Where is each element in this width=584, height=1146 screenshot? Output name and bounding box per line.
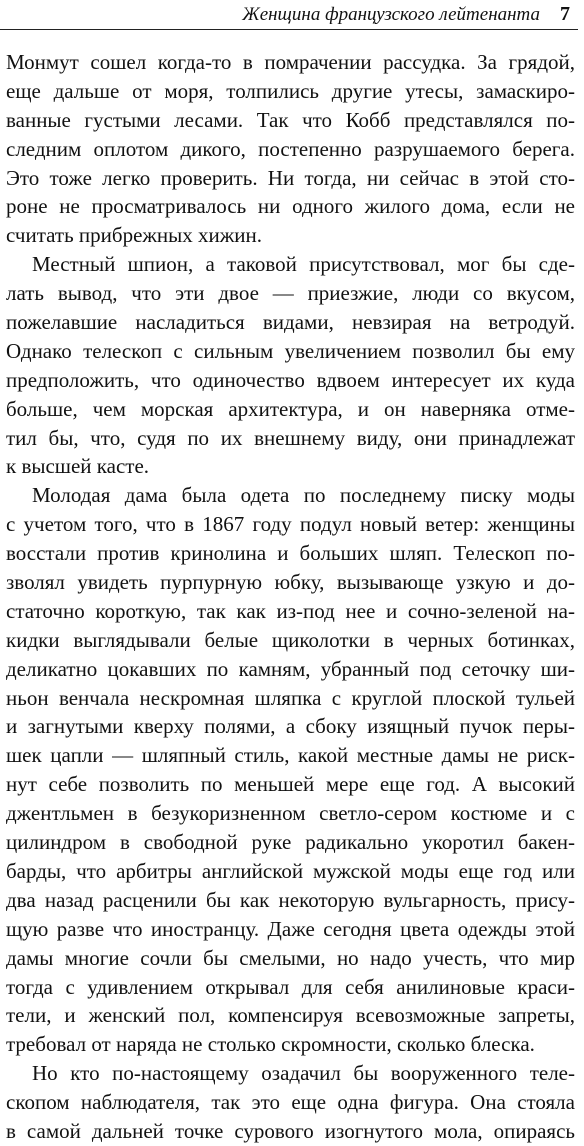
header-rule [0, 29, 578, 30]
text-line: пожелавшие насладиться видами, невзирая на ветродуй. [6, 310, 575, 335]
text-line: нут себе позволить по меньшей мере еще год. А высокий [6, 772, 575, 797]
running-title: Женщина французского лейтенанта [242, 4, 540, 25]
text-line: роне не просматривалось ни одного жилого дома, если не [6, 194, 575, 219]
text-line: барды, что арбитры английской мужской моды еще год или [6, 858, 575, 883]
text-line: следним оплотом дикого, постепенно разрушаемого берега. [6, 136, 575, 161]
text-line: джентльмен в безукоризненном светло-сером костюме и с [6, 801, 575, 826]
running-header [0, 0, 584, 34]
text-line: Однако телескоп с сильным увеличением позволил бы ему [6, 338, 575, 363]
page-number: 7 [560, 3, 570, 25]
text-line: еще дальше от моря, толпились другие утесы, замаскиро- [6, 78, 575, 103]
text-line: цилиндром в свободной руке радикально укоротил бакен- [6, 830, 575, 855]
text-line: Молодая дама была одета по последнему писку моды [32, 483, 575, 508]
text-line: щую разве что иностранцу. Даже сегодня цвета одежды этой [6, 916, 575, 941]
paragraph [6, 481, 575, 1059]
text-line: тели, и женский пол, компенсируя всевозможные запреты, [6, 1003, 575, 1028]
text-line: Это тоже легко проверить. Ни тогда, ни сейчас в этой сто- [6, 165, 575, 190]
text-line: шек цапли — шляпный стиль, какой местные дамы не риск- [6, 743, 575, 768]
text-line: в самой дальней точке сурового изогнутого мола, опираясь [6, 1118, 575, 1143]
text-line: и загнутыми кверху полями, а сбоку изящный пучок перы- [6, 714, 575, 739]
text-line: два назад расценили бы как некоторую вульгарность, прису- [6, 887, 575, 912]
paragraph [6, 250, 575, 481]
text-line: требовал от наряда не столько скромности, сколько блеска. [6, 1032, 535, 1057]
paragraph [6, 1059, 575, 1146]
text-line: статочно короткую, так как из-под нее и сочно-зеленой на- [6, 598, 575, 623]
body-text [6, 48, 575, 1146]
text-line: считать прибрежных хижин. [6, 223, 262, 248]
text-line: лать вывод, что эти двое — приезжие, люди со вкусом, [6, 281, 575, 306]
text-line: больше, чем морская архитектура, и он наверняка отме- [6, 396, 575, 421]
text-line: восстали против кринолина и больших шляп. Телескоп по- [6, 541, 575, 566]
text-line: деликатно цокавших по камням, убранный под сеточку ши- [6, 656, 575, 681]
text-line: с учетом того, что в 1867 году подул новый ветер: женщины [6, 512, 575, 537]
text-line: Монмут сошел когда-то в помрачении рассудка. За грядой, [6, 50, 575, 74]
text-line: дамы многие сочли бы смелыми, но надо учесть, что мир [6, 945, 575, 970]
paragraph [6, 48, 575, 250]
text-line: ньон венчала нескромная шляпка с круглой плоской тульей [6, 685, 575, 710]
text-line: предположить, что одиночество вдвоем интересует их куда [6, 367, 575, 392]
text-line: ванные густыми лесами. Так что Кобб представлялся по- [6, 107, 575, 132]
text-line: к высшей касте. [6, 454, 150, 479]
text-line: зволял увидеть пурпурную юбку, вызывающе узкую и до- [6, 570, 575, 595]
text-line: кидки выглядывали белые щиколотки в черных ботинках, [6, 627, 575, 652]
text-line: скопом наблюдателя, так это еще одна фигура. Она стояла [6, 1090, 575, 1115]
text-line: тил бы, что, судя по их внешнему виду, они принадлежат [6, 425, 575, 450]
text-line: Но кто по-настоящему озадачил бы вооруженного теле- [32, 1061, 575, 1086]
text-line: Местный шпион, а таковой присутствовал, мог бы сде- [32, 252, 575, 277]
text-line: тогда с удивлением открывал для себя анилиновые краси- [6, 974, 575, 999]
